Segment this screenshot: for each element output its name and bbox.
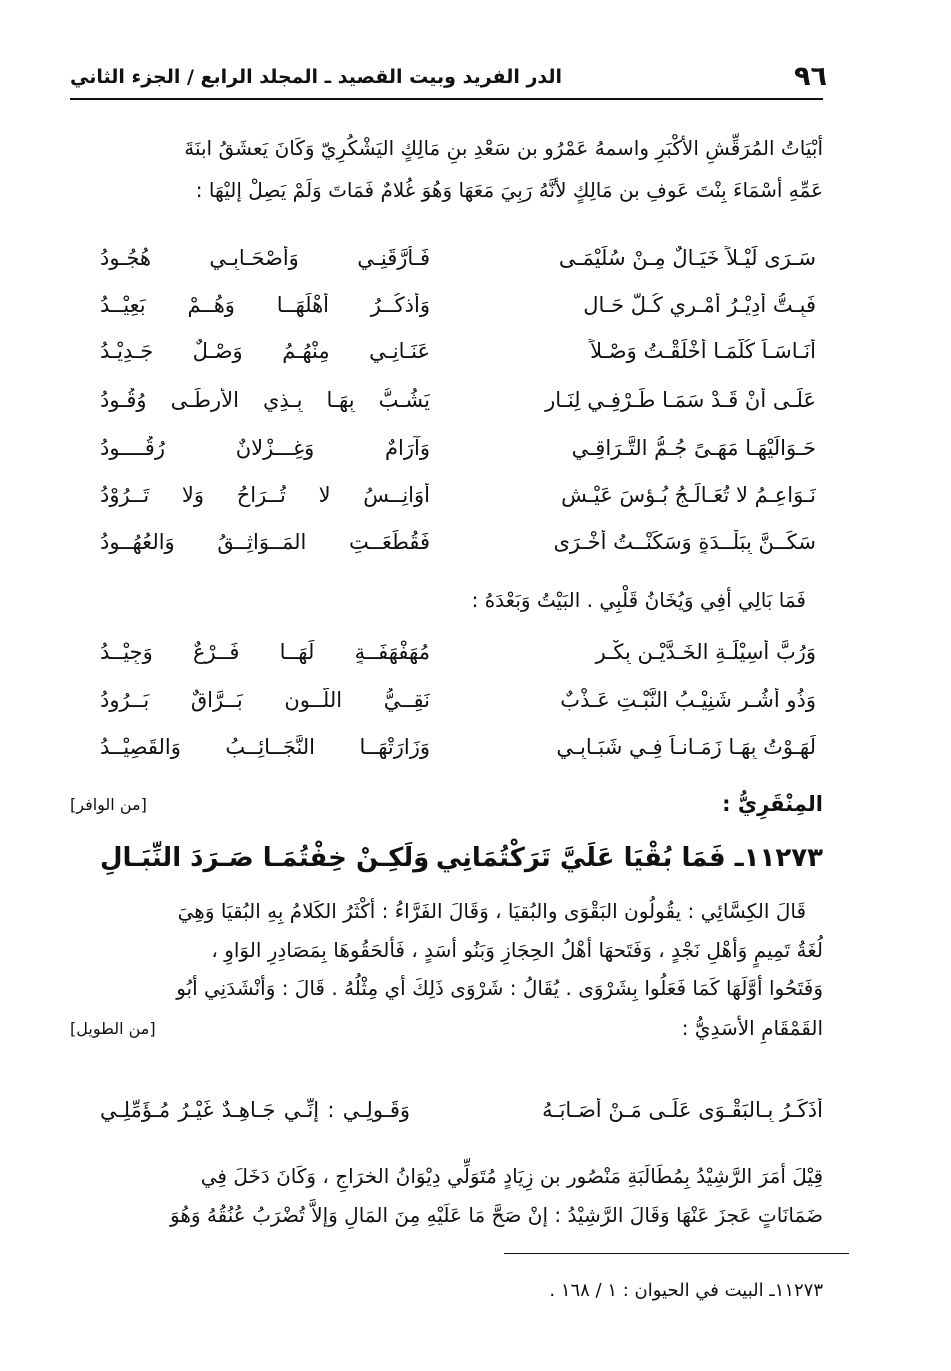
verse-first-hemistich: وَرُبَّ أسِيْلَـةِ الخَـدَّيْـنِ بِكْـرٍ	[595, 640, 816, 664]
verse-second-hemistich: فَـأرَّقَنِـي وَأصْحَـابِـي هُجُـودُ	[100, 246, 430, 270]
header-divider	[70, 98, 823, 100]
anecdote-line: ضَمَانَاتٍ عَجزَ عَنْهَا وَقَالَ الرَّشِيْدُ : إنْ صَحَّ مَا عَلَيْهِ مِنَ المَالِ وَإلاَّ تُضْرَبُ عُنُقُهُ وَهُوَ	[170, 1203, 823, 1227]
page-header	[70, 56, 827, 98]
meter-label: [من الوافر]	[70, 794, 147, 814]
footnote-divider	[504, 1253, 849, 1254]
verse-first-hemistich: سَـرَى لَيْـلاً خَيَـالٌ مِـنْ سُلَيْمَـى	[558, 246, 816, 270]
verse-line	[100, 522, 816, 562]
commentary-line: وَفَتَحُوا أوَّلَهَا كَمَا فَعَلُوا بِشَرْوَى . يُقَالُ : شَرْوَى ذَلِكَ أي مِثْلُهُ . قَالَ : وَأنْشَدَنِي أبُو	[176, 976, 823, 1000]
verse-line	[100, 632, 816, 672]
verse-first-hemistich: عَلَـى أنْ قَـدْ سَمَـا طَـرْفِـي لِنَـارٍ	[545, 388, 816, 412]
page-number: ٩٦	[794, 61, 827, 92]
transition-line: فَمَا بَالِي أفِي وَيُخَانُ قَلْبِي . البَيْتُ وَبَعْدَهُ :	[471, 588, 806, 612]
verse-line	[100, 428, 816, 468]
entry-number-and-first-hemistich: ١١٢٧٣ـ فَمَا بُقْيَا عَلَيَّ تَرَكْتُمَانِي	[435, 843, 823, 873]
verse-first-hemistich: سَكَــنَّ بِبَلْــدَةٍ وَسَكَنْــتُ أُخْـرَى	[553, 530, 816, 554]
verse-second-hemistich: عَنَـانِـي مِنْهُـمُ وَصْـلٌ جَـدِيْـدُ	[100, 339, 430, 363]
verse-second-hemistich: وَقَـولِـي : إنِّـي جَـاهِـدٌ غَيْـرُ مُـؤَمِّلِـي	[100, 1098, 410, 1122]
verse-second-hemistich: يَشُـبُّ بِهَـا بِـذِي الأرطَـى وُقُـودُ	[100, 388, 430, 412]
verse-second-hemistich: وَزَارَتْهَــا النَّجَــائِــبُ وَالقَصِيْــدُ	[100, 735, 430, 759]
verse-line	[100, 238, 816, 278]
verse-second-hemistich: وَآرَامٌ وَغِـــزْلانٌ رُقُــــودُ	[100, 436, 430, 460]
verse-second-hemistich: فَقُطِّعَــتِ المَــوَاثِــقُ وَالعُهُــودُ	[100, 530, 430, 554]
entry-second-hemistich: وَلَكِـنْ خِفْتُمَـا صَـرَدَ النِّبَـالِ	[100, 843, 430, 873]
verse-second-hemistich: أوَانِــسُ لا تُــرَاحُ وَلا تَــرُوْدُ	[100, 483, 430, 507]
verse-line	[100, 331, 816, 371]
verse-first-hemistich: حَـوَالَيْهَـا مَهَـىً جُـمُّ التَّـرَاقِـي	[571, 436, 816, 460]
verse-first-hemistich: أُذَكِّـرُ بِـالبَقْـوَى عَلَـى مَـنْ أصَـابَـهُ	[542, 1098, 823, 1122]
verse-line	[100, 680, 816, 720]
verse-second-hemistich: نَقِــيُّ اللَّــونِ بَــرَّاقٌ بَــرُودُ	[100, 688, 430, 712]
poet-name: المِنْقَرِيُّ :	[722, 792, 823, 816]
verse-first-hemistich: لَهَـوْتُ بِهَـا زَمَـانـاً فِـي شَبَـابِـي	[556, 735, 816, 759]
footnote: ١١٢٧٣ـ البيت في الحيوان : ١ / ١٦٨ .	[549, 1280, 823, 1301]
entry-verse	[100, 835, 823, 881]
verse-line	[100, 1090, 823, 1130]
intro-line: عَمِّهِ أسْمَاءَ بِنْتَ عَوفِ بن مَالِكٍ لأنَّهُ رَبِيَ مَعَهَا وَهُوَ غُلامٌ فَمَاتَ وَلَمْ يَصِلْ إليْهَا :	[195, 178, 823, 202]
verse-first-hemistich: وَذُو أُشُـرٍ شَنِيْـبُ النَّبْـتِ عَـذْبٌ	[560, 688, 816, 712]
verse-line	[100, 475, 816, 515]
poet-line	[70, 786, 823, 822]
verse-first-hemistich: فَبِـتُّ أُدِيْـرُ أمْـرِي كُـلَّ حَـالٍ	[583, 293, 816, 317]
verse-first-hemistich: أُنَـاسَـاً كُلَّمَـا أخْلَقْـتُ وَصْـلاً	[590, 339, 816, 363]
anecdote-line: قِيْلَ أمَرَ الرَّشِيْدُ بِمُطَالَبَةِ مَنْصُور بن زِيَادٍ مُتَوَلِّي دِيْوَانُ الخرَاجِ ، وَكَانَ دَخَلَ فِي	[200, 1164, 823, 1188]
running-title: الدر الفريد وبيت القصيد ـ المجلد الرابع / الجزء الثاني	[70, 66, 563, 88]
commentary-line: لُغَةُ تَمِيمٍ وَأهْلِ نَجْدٍ ، وَفَتَحهَا أهْلُ الحِجَازِ وَبَنُو أسَدٍ ، فَألحَقُوهَا بِمَصَادِرِ الوَاوِ ،	[211, 938, 823, 962]
intro-line: أبْيَاتُ المُرَقِّشِ الأكْبَرِ واسمهُ عَمْرُو بن سَعْدِ بنِ مَالِكٍ اليَشْكُرِيّ وَكَانَ يَعشَقُ ابنَةَ	[184, 136, 823, 160]
verse-line	[100, 380, 816, 420]
commentary-line: قَالَ الكِسَّائِي : يقُولُون البَقْوَى والبُقيَا ، وَقَالَ الفَرَّاءُ : أكْثَرُ الكَلامُ بِهِ البُقيَا وَهِيَ	[177, 899, 806, 923]
verse-second-hemistich: وَأذكُــرُ أهْلَهَــا وَهُــمْ بَعِيْــدُ	[100, 293, 430, 317]
meter-label: [من الطويل]	[70, 1018, 156, 1038]
verse-first-hemistich: نَـوَاعِـمُ لا تُعَـالَـجُ بُـؤسَ عَيْـشٍ	[561, 483, 816, 507]
verse-second-hemistich: مُهَفْهَفَــةٍ لَهَــا فَــرْعٌ وَجِيْــدُ	[100, 640, 430, 664]
verse-line	[100, 285, 816, 325]
commentary-text: القَمْقَامِ الأسَدِيُّ :	[681, 1016, 823, 1040]
commentary-last-line	[70, 1010, 823, 1046]
verse-line	[100, 727, 816, 767]
